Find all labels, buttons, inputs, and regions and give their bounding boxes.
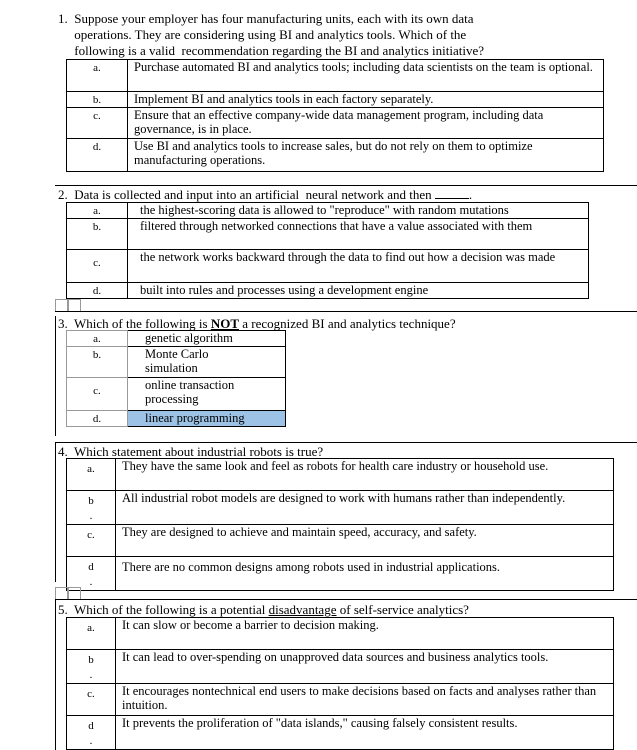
option-text: online transaction processing bbox=[128, 378, 286, 411]
question-1-line-3: following is a valid recommendation regarding the BI and analytics initiative? bbox=[58, 43, 484, 58]
option-text: It prevents the proliferation of "data islands," causing falsely consistent results. bbox=[116, 716, 614, 750]
question-5-pre: 5. Which of the following is a potential bbox=[58, 602, 269, 617]
option-letter: a. bbox=[67, 459, 116, 491]
option-letter: c. bbox=[67, 684, 116, 716]
option-row[interactable] bbox=[67, 139, 604, 172]
answer-blank bbox=[435, 188, 469, 199]
option-text: They are designed to achieve and maintain speed, accuracy, and safety. bbox=[116, 525, 614, 557]
option-row[interactable] bbox=[67, 60, 604, 92]
option-letter: d. bbox=[67, 139, 128, 172]
option-text: It can lead to over-spending on unapproved data sources and business analytics tools. bbox=[116, 650, 614, 684]
option-row[interactable] bbox=[67, 525, 614, 557]
option-letter: a. bbox=[67, 203, 128, 219]
divider bbox=[55, 311, 637, 312]
divider bbox=[55, 185, 637, 186]
option-letter: d. bbox=[67, 411, 128, 427]
question-5-post: of self-service analytics? bbox=[336, 602, 469, 617]
option-text: Use BI and analytics tools to increase sales, but do not rely on them to optimize manufacturing operations. bbox=[128, 139, 604, 172]
option-text: All industrial robot models are designed to work with humans rather than independently. bbox=[116, 491, 614, 525]
divider bbox=[55, 599, 56, 750]
option-letter: d. bbox=[67, 283, 128, 299]
option-letter: b. bbox=[67, 347, 128, 378]
option-row[interactable] bbox=[67, 203, 589, 219]
option-row[interactable] bbox=[67, 331, 286, 347]
question-3-pre: 3. Which of the following is bbox=[58, 316, 211, 331]
option-row[interactable] bbox=[67, 219, 589, 250]
option-text: It can slow or become a barrier to decision making. bbox=[116, 618, 614, 650]
option-letter: d . bbox=[67, 716, 116, 750]
divider bbox=[55, 316, 56, 436]
option-letter: a. bbox=[67, 60, 128, 92]
question-4-text: 4. Which statement about industrial robots is true? bbox=[58, 444, 324, 459]
emphasis-disadvantage: disadvantage bbox=[268, 602, 337, 617]
option-text: built into rules and processes using a development engine bbox=[128, 283, 589, 299]
option-text: the network works backward through the data to find out how a decision was made bbox=[128, 250, 589, 283]
question-2-end: . bbox=[468, 187, 473, 202]
option-row[interactable] bbox=[67, 250, 589, 283]
option-letter: a. bbox=[67, 331, 128, 347]
option-row[interactable] bbox=[67, 459, 614, 491]
question-2-text bbox=[58, 187, 472, 203]
option-row[interactable] bbox=[67, 411, 286, 427]
question-5-text bbox=[58, 602, 469, 618]
option-letter: b . bbox=[67, 491, 116, 525]
option-letter: c. bbox=[67, 250, 128, 283]
option-letter: b . bbox=[67, 650, 116, 684]
option-row[interactable] bbox=[67, 378, 286, 411]
option-letter: b. bbox=[67, 219, 128, 250]
option-text: It encourages nontechnical end users to make decisions based on facts and analyses rather than intuition. bbox=[116, 684, 614, 716]
divider bbox=[55, 599, 637, 600]
option-row[interactable] bbox=[67, 347, 286, 378]
option-row[interactable] bbox=[67, 557, 614, 591]
option-row[interactable] bbox=[67, 108, 604, 139]
option-text: Implement BI and analytics tools in each factory separately. bbox=[128, 92, 604, 108]
emphasis-not: NOT bbox=[210, 316, 240, 331]
option-row[interactable] bbox=[67, 716, 614, 750]
divider bbox=[55, 442, 56, 582]
option-text: filtered through networked connections that have a value associated with them bbox=[128, 219, 589, 250]
question-2-stem: 2. Data is collected and input into an artificial neural network and then bbox=[58, 187, 432, 202]
option-text: They have the same look and feel as robots for health care industry or household use. bbox=[116, 459, 614, 491]
option-row[interactable] bbox=[67, 92, 604, 108]
question-2-options bbox=[66, 202, 589, 299]
question-3-options bbox=[66, 330, 286, 427]
option-row[interactable] bbox=[67, 684, 614, 716]
option-letter: c. bbox=[67, 108, 128, 139]
question-1-options bbox=[66, 59, 604, 172]
option-row[interactable] bbox=[67, 491, 614, 525]
option-letter: c. bbox=[67, 378, 128, 411]
option-row[interactable] bbox=[67, 650, 614, 684]
option-text-selected: linear programming bbox=[128, 411, 286, 427]
option-letter: c. bbox=[67, 525, 116, 557]
option-text: Ensure that an effective company-wide data management program, including data governance, is in place. bbox=[128, 108, 604, 139]
option-text: Purchase automated BI and analytics tools; including data scientists on the team is optional. bbox=[128, 60, 604, 92]
divider bbox=[55, 442, 637, 443]
question-1-line-1: 1. Suppose your employer has four manufacturing units, each with its own data bbox=[58, 11, 474, 26]
option-text: Monte Carlo simulation bbox=[128, 347, 286, 378]
question-5-options bbox=[66, 617, 614, 750]
option-letter: a. bbox=[67, 618, 116, 650]
option-row[interactable] bbox=[67, 618, 614, 650]
option-text: the highest-scoring data is allowed to "reproduce" with random mutations bbox=[128, 203, 589, 219]
option-row[interactable] bbox=[67, 283, 589, 299]
option-letter: b. bbox=[67, 92, 128, 108]
option-letter: d . bbox=[67, 557, 116, 591]
question-4-options bbox=[66, 458, 614, 591]
question-3-post: a recognized BI and analytics technique? bbox=[239, 316, 456, 331]
option-text: There are no common designs among robots used in industrial applications. bbox=[116, 557, 614, 591]
question-1-line-2: operations. They are considering using BI and analytics tools. Which of the bbox=[58, 27, 467, 42]
option-text: genetic algorithm bbox=[128, 331, 286, 347]
